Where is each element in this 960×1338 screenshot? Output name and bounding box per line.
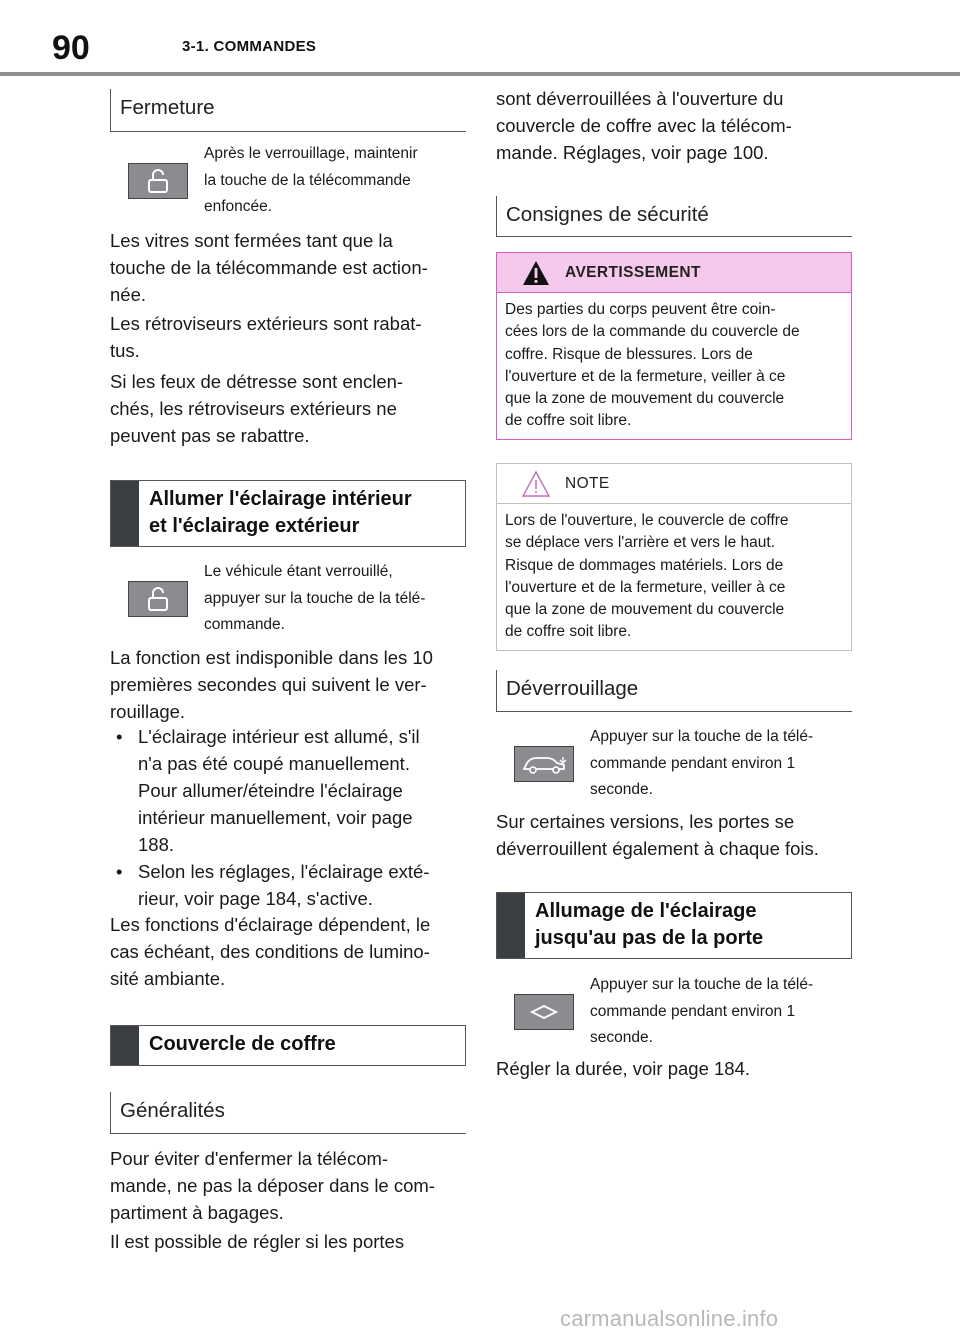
text-line: jusqu'au pas de la porte bbox=[535, 927, 764, 949]
text-line: Si les feux de détresse sont enclen- bbox=[110, 371, 404, 392]
note-title: NOTE bbox=[565, 474, 610, 492]
lock-icon bbox=[128, 581, 188, 617]
text-line: rieur, voir page 184, s'active. bbox=[138, 888, 373, 909]
text-line: tus. bbox=[110, 340, 140, 361]
heading-couvercle-coffre bbox=[110, 1025, 466, 1066]
fermeture-icon-text bbox=[204, 141, 418, 221]
text-line: et l'éclairage extérieur bbox=[149, 515, 360, 537]
allumage-icon-text bbox=[590, 972, 813, 1052]
note-box bbox=[496, 463, 852, 651]
paragraph-regler-duree bbox=[496, 1055, 852, 1082]
heading-allumage-eclairage bbox=[496, 892, 852, 959]
text-line: commande pendant environ 1 bbox=[590, 1002, 796, 1020]
text-line: rouillage. bbox=[110, 701, 186, 722]
warning-title: AVERTISSEMENT bbox=[565, 263, 701, 281]
list-item bbox=[110, 858, 466, 912]
heading-bar bbox=[111, 481, 139, 546]
text-line: Allumer l'éclairage intérieur bbox=[149, 488, 412, 510]
heading-text: Couvercle de coffre bbox=[149, 1033, 336, 1055]
section-header: 3-1. COMMANDES bbox=[182, 38, 317, 55]
text-line: Les rétroviseurs extérieurs sont rabat- bbox=[110, 313, 422, 334]
text-line: de coffre soit libre. bbox=[505, 412, 632, 430]
text-line: chés, les rétroviseurs extérieurs ne bbox=[110, 398, 397, 419]
text-line: n'a pas été coupé manuellement. bbox=[138, 753, 410, 774]
heading-fermeture: Fermeture bbox=[110, 89, 466, 132]
text-line: • Selon les réglages, l'éclairage exté- bbox=[138, 861, 430, 882]
text-line: partiment à bagages. bbox=[110, 1202, 284, 1223]
text-line: seconde. bbox=[590, 781, 653, 799]
text-line: de coffre soit libre. bbox=[505, 623, 632, 641]
text-line: Il est possible de régler si les portes bbox=[110, 1231, 405, 1252]
text-line: commande. bbox=[204, 616, 285, 634]
text-line: touche de la télécommande est action- bbox=[110, 257, 428, 278]
note-header bbox=[497, 464, 851, 504]
text-line: se déplace vers l'arrière et vers le haut. bbox=[505, 534, 776, 552]
text-line: née. bbox=[110, 284, 147, 305]
text-line: premières secondes qui suivent le ver- bbox=[110, 674, 427, 695]
text-line: Régler la durée, voir page 184. bbox=[496, 1058, 751, 1079]
text-line: couvercle de coffre avec la télécom- bbox=[496, 115, 792, 136]
text-line: cas échéant, des conditions de lumino- bbox=[110, 941, 430, 962]
warning-triangle-icon bbox=[521, 260, 551, 286]
page-number: 90 bbox=[52, 29, 90, 67]
text-line: mande, ne pas la déposer dans le com- bbox=[110, 1175, 435, 1196]
lock-icon bbox=[128, 163, 188, 199]
heading-consignes-securite: Consignes de sécurité bbox=[496, 196, 852, 237]
paragraph-feux-detresse bbox=[110, 368, 466, 449]
text-line: mande. Réglages, voir page 100. bbox=[496, 142, 769, 163]
eclairage-icon-text bbox=[204, 559, 425, 639]
paragraph-deverrouillees bbox=[496, 85, 852, 166]
fermeture-instruction bbox=[110, 141, 466, 221]
text-line: Allumage de l'éclairage bbox=[535, 900, 757, 922]
text-line: appuyer sur la touche de la télé- bbox=[204, 589, 426, 607]
text-line: seconde. bbox=[590, 1029, 653, 1047]
text-line: sité ambiante. bbox=[110, 968, 226, 989]
text-line: la touche de la télécommande bbox=[204, 171, 411, 189]
warning-body bbox=[497, 293, 851, 441]
text-line: coffre. Risque de blessures. Lors de bbox=[505, 345, 753, 363]
text-line: La fonction est indisponible dans les 10 bbox=[110, 647, 433, 668]
text-line: Pour éviter d'enfermer la télécom- bbox=[110, 1148, 389, 1169]
paragraph-regler-portes bbox=[110, 1228, 466, 1255]
heading-deverrouillage: Déverrouillage bbox=[496, 670, 852, 712]
text-line: Les fonctions d'éclairage dépendent, le bbox=[110, 914, 431, 935]
bullet-list bbox=[110, 723, 466, 912]
text-line: l'ouverture et de la fermeture, veiller à ce bbox=[505, 367, 786, 385]
paragraph-eviter-enfermer bbox=[110, 1145, 466, 1226]
deverrouillage-instruction bbox=[496, 722, 852, 806]
text-line: • L'éclairage intérieur est allumé, s'il bbox=[138, 726, 420, 747]
text-line: Lors de l'ouverture, le couvercle de coffre bbox=[505, 512, 789, 529]
allumage-instruction bbox=[496, 970, 852, 1054]
paragraph-certaines-versions bbox=[496, 808, 852, 862]
heading-text bbox=[139, 481, 422, 546]
text-line: intérieur manuellement, voir page bbox=[138, 807, 413, 828]
heading-bar bbox=[497, 893, 525, 958]
note-body bbox=[497, 504, 851, 652]
text-line: que la zone de mouvement du couvercle bbox=[505, 601, 785, 619]
paragraph-fonctions-eclairage bbox=[110, 911, 466, 992]
warning-header bbox=[497, 253, 851, 293]
text-line: enfoncée. bbox=[204, 198, 273, 216]
text-line: 188. bbox=[138, 834, 175, 855]
text-line: Sur certaines versions, les portes se bbox=[496, 811, 795, 832]
watermark: carmanualsonline.info bbox=[560, 1306, 779, 1331]
note-triangle-icon bbox=[521, 470, 551, 498]
heading-bar bbox=[111, 1026, 139, 1065]
heading-generalites: Généralités bbox=[110, 1092, 466, 1134]
text-line: Après le verrouillage, maintenir bbox=[204, 145, 418, 163]
text-line: Appuyer sur la touche de la télé- bbox=[590, 728, 814, 746]
warning-box bbox=[496, 252, 852, 440]
car-trunk-icon bbox=[514, 746, 574, 782]
paragraph-retroviseurs bbox=[110, 310, 466, 364]
list-item bbox=[110, 723, 466, 858]
header-rule bbox=[0, 72, 960, 76]
text-line: cées lors de la commande du couvercle de bbox=[505, 323, 800, 341]
text-line: déverrouillent également à chaque fois. bbox=[496, 838, 819, 859]
text-line: commande pendant environ 1 bbox=[590, 754, 796, 772]
text-line: Des parties du corps peuvent être coin- bbox=[505, 301, 776, 318]
text-line: Appuyer sur la touche de la télé- bbox=[590, 976, 814, 994]
heading-eclairage bbox=[110, 480, 466, 547]
eclairage-instruction bbox=[110, 557, 466, 641]
text-line: peuvent pas se rabattre. bbox=[110, 425, 310, 446]
text-line: l'ouverture et de la fermeture, veiller à ce bbox=[505, 578, 786, 596]
text-line: Le véhicule étant verrouillé, bbox=[204, 563, 393, 581]
diamond-light-icon bbox=[514, 994, 574, 1030]
heading-text bbox=[525, 893, 773, 958]
paragraph-vitres bbox=[110, 227, 466, 308]
text-line: que la zone de mouvement du couvercle bbox=[505, 390, 785, 408]
deverrouillage-icon-text bbox=[590, 724, 813, 804]
text-line: sont déverrouillées à l'ouverture du bbox=[496, 88, 784, 109]
text-line: Risque de dommages matériels. Lors de bbox=[505, 556, 784, 574]
text-line: Pour allumer/éteindre l'éclairage bbox=[138, 780, 403, 801]
paragraph-fonction-indisponible bbox=[110, 644, 466, 725]
text-line: Les vitres sont fermées tant que la bbox=[110, 230, 393, 251]
